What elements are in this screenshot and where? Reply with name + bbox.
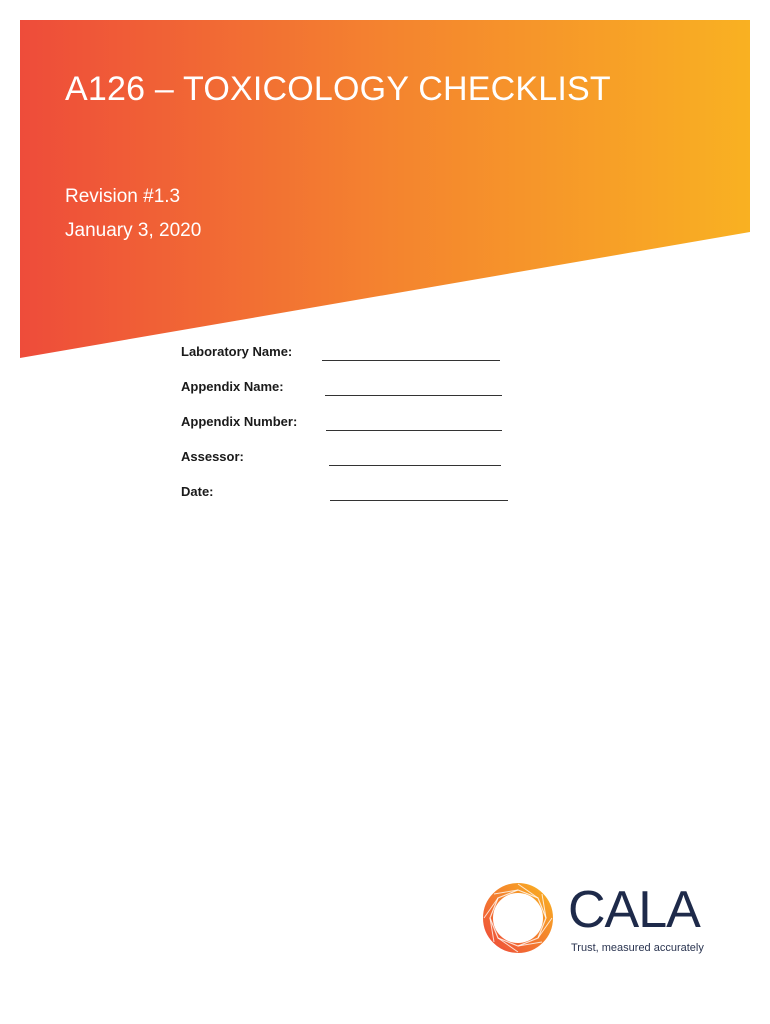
revision-number: Revision #1.3 bbox=[65, 186, 181, 207]
date-label: Date: bbox=[181, 484, 214, 499]
document-title: A126 – TOXICOLOGY CHECKLIST bbox=[65, 70, 611, 108]
date-field[interactable] bbox=[330, 500, 508, 501]
appendix-number-label: Appendix Number: bbox=[181, 414, 298, 429]
form-row-assessor bbox=[181, 449, 521, 471]
revision-date: January 3, 2020 bbox=[65, 220, 202, 241]
assessor-label: Assessor: bbox=[181, 449, 244, 464]
assessor-field[interactable] bbox=[329, 465, 501, 466]
appendix-number-field[interactable] bbox=[326, 430, 502, 431]
cala-gem-icon bbox=[480, 880, 556, 956]
form-row-appendix-number bbox=[181, 414, 521, 436]
form-row-date bbox=[181, 484, 521, 506]
logo-tagline: Trust, measured accurately bbox=[571, 942, 704, 954]
laboratory-name-label: Laboratory Name: bbox=[181, 344, 293, 359]
form-row-laboratory-name bbox=[181, 344, 521, 366]
appendix-name-label: Appendix Name: bbox=[181, 379, 284, 394]
laboratory-name-field[interactable] bbox=[322, 360, 500, 361]
appendix-name-field[interactable] bbox=[325, 395, 502, 396]
form-row-appendix-name bbox=[181, 379, 521, 401]
logo-wordmark: CALA bbox=[568, 881, 700, 939]
cala-logo bbox=[480, 880, 720, 960]
